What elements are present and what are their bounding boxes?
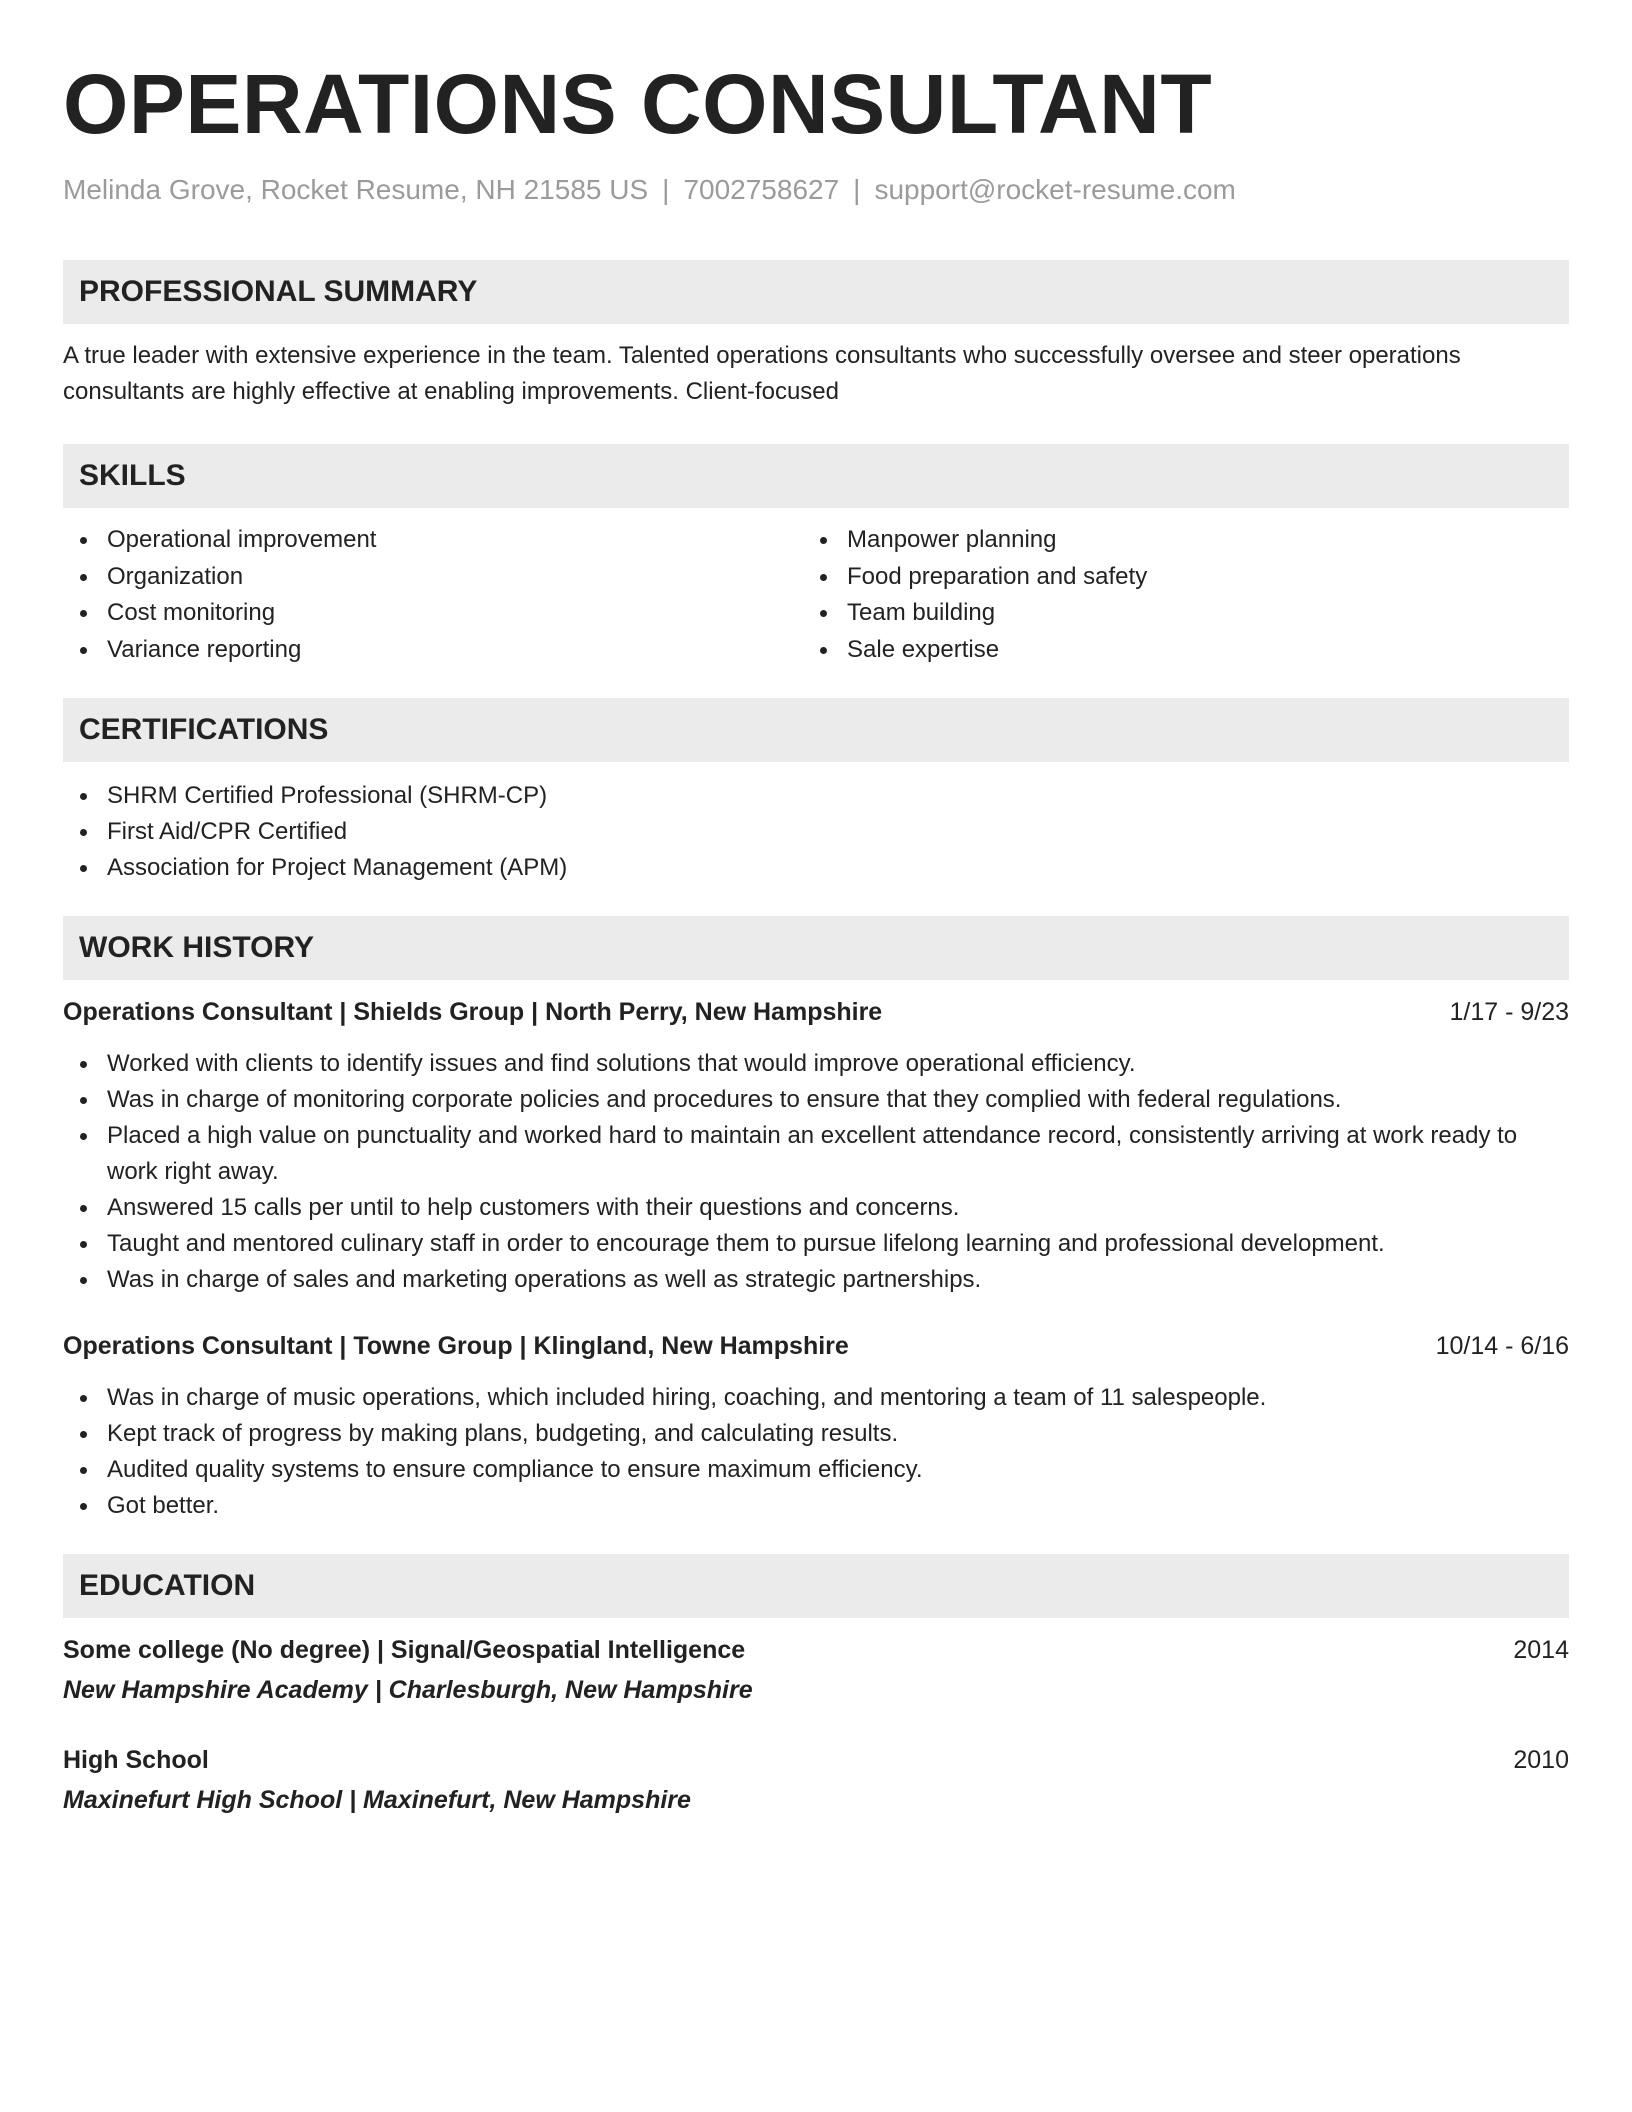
skills-list <box>63 522 1569 668</box>
education-year: 2014 <box>1513 1636 1569 1664</box>
job-date: 1/17 - 9/23 <box>1449 998 1569 1026</box>
job-bullet: Got better. <box>63 1488 1569 1524</box>
skill-item: Sale expertise <box>803 632 1543 669</box>
certification-item: SHRM Certified Professional (SHRM-CP) <box>63 778 1569 814</box>
job-bullet: Placed a high value on punctuality and worked hard to maintain an excellent attendance record, consistently arriving at work ready to work right away. <box>63 1118 1569 1190</box>
skill-item: Cost monitoring <box>63 595 803 632</box>
job-bullets <box>63 1380 1569 1524</box>
job-bullet: Was in charge of music operations, which included hiring, coaching, and mentoring a team of 11 salespeople. <box>63 1380 1569 1416</box>
job-entry <box>63 994 1569 1298</box>
contact-separator: | <box>853 174 861 205</box>
education-year: 2010 <box>1513 1746 1569 1774</box>
education-header <box>63 1742 1569 1778</box>
job-bullet: Taught and mentored culinary staff in order to encourage them to pursue lifelong learning and professional development. <box>63 1226 1569 1262</box>
job-title: Operations Consultant | Towne Group | Klingland, New Hampshire <box>63 1332 849 1360</box>
skill-item: Variance reporting <box>63 632 803 669</box>
contact-address: Melinda Grove, Rocket Resume, NH 21585 US <box>63 174 649 205</box>
certification-item: Association for Project Management (APM) <box>63 850 1569 886</box>
resume-title: OPERATIONS CONSULTANT <box>63 57 1213 151</box>
job-header <box>63 994 1569 1030</box>
job-bullet: Kept track of progress by making plans, budgeting, and calculating results. <box>63 1416 1569 1452</box>
education-entry <box>63 1742 1569 1818</box>
contact-separator: | <box>662 174 670 205</box>
job-header <box>63 1328 1569 1364</box>
certification-item: First Aid/CPR Certified <box>63 814 1569 850</box>
work-history-section-header: WORK HISTORY <box>63 916 1569 980</box>
skill-item: Manpower planning <box>803 522 1543 559</box>
summary-section-header: PROFESSIONAL SUMMARY <box>63 260 1569 324</box>
skills-column-right <box>803 522 1543 668</box>
certifications-section-header: CERTIFICATIONS <box>63 698 1569 762</box>
skill-item: Team building <box>803 595 1543 632</box>
education-entry <box>63 1632 1569 1708</box>
contact-email[interactable]: support@rocket-resume.com <box>874 174 1236 205</box>
certifications-list <box>63 778 1569 886</box>
job-entry <box>63 1328 1569 1524</box>
skills-column-left <box>63 522 803 668</box>
job-bullet: Was in charge of sales and marketing operations as well as strategic partnerships. <box>63 1262 1569 1298</box>
skills-section-header: SKILLS <box>63 444 1569 508</box>
education-degree: High School <box>63 1746 209 1774</box>
job-bullet: Audited quality systems to ensure compliance to ensure maximum efficiency. <box>63 1452 1569 1488</box>
job-bullets <box>63 1046 1569 1298</box>
contact-line <box>63 172 1569 208</box>
job-bullet: Was in charge of monitoring corporate policies and procedures to ensure that they complied with federal regulations. <box>63 1082 1569 1118</box>
job-bullet: Answered 15 calls per until to help customers with their questions and concerns. <box>63 1190 1569 1226</box>
education-school: New Hampshire Academy | Charlesburgh, New Hampshire <box>63 1676 753 1704</box>
summary-text: A true leader with extensive experience in the team. Talented operations consultants who successfully oversee and steer operations consultants are highly effective at enabling improvements. Client-focused <box>63 342 1461 405</box>
skill-item: Organization <box>63 559 803 596</box>
education-degree: Some college (No degree) | Signal/Geospatial Intelligence <box>63 1636 746 1664</box>
education-section-header: EDUCATION <box>63 1554 1569 1618</box>
education-school: Maxinefurt High School | Maxinefurt, New Hampshire <box>63 1786 691 1814</box>
education-header <box>63 1632 1569 1668</box>
job-title: Operations Consultant | Shields Group | North Perry, New Hampshire <box>63 998 883 1026</box>
job-bullet: Worked with clients to identify issues and find solutions that would improve operational efficiency. <box>63 1046 1569 1082</box>
skill-item: Food preparation and safety <box>803 559 1543 596</box>
job-date: 10/14 - 6/16 <box>1435 1332 1569 1360</box>
skill-item: Operational improvement <box>63 522 803 559</box>
contact-phone: 7002758627 <box>683 174 840 205</box>
